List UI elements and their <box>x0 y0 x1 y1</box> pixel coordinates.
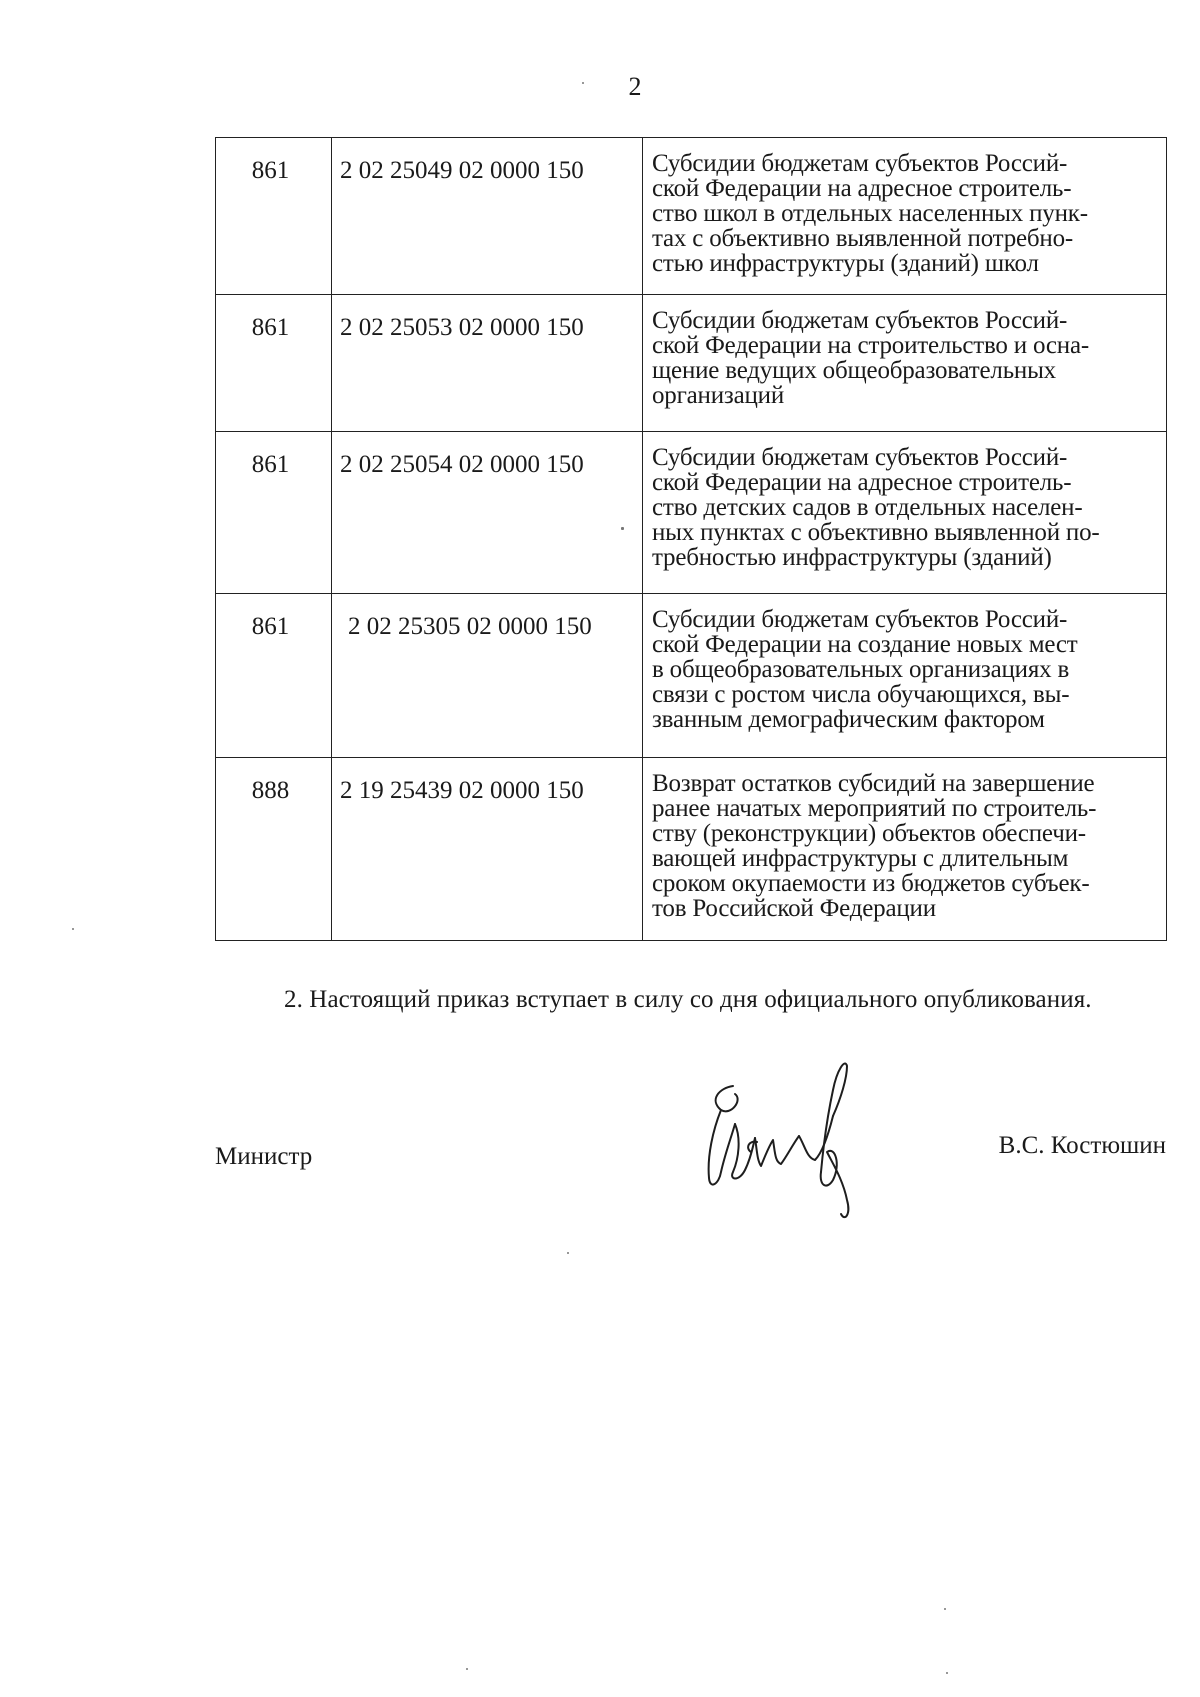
admin-code-cell: 861 <box>216 594 332 758</box>
budget-code-cell: 2 19 25439 02 0000 150 <box>332 758 643 941</box>
table-row <box>216 138 1167 295</box>
scan-speck <box>944 1608 946 1610</box>
name-line: Возврат остатков субсидий на завершение <box>652 770 1095 797</box>
name-line: щение ведущих общеобразовательных <box>652 357 1056 384</box>
admin-code-cell: 861 <box>216 432 332 594</box>
name-line: Субсидии бюджетам субъектов Россий- <box>652 150 1068 177</box>
table-row <box>216 295 1167 432</box>
name-line: тов Российской Федерации <box>652 895 936 922</box>
name-line: сроком окупаемости из бюджетов субъек- <box>652 870 1090 897</box>
revenue-name-cell <box>643 295 1167 432</box>
name-line: ранее начатых мероприятий по строитель- <box>652 795 1097 822</box>
budget-code-cell: 2 02 25053 02 0000 150 <box>332 295 643 432</box>
scan-speck <box>567 1252 569 1254</box>
table-row <box>216 432 1167 594</box>
name-line: вающей инфраструктуры с длительным <box>652 845 1069 872</box>
name-line: Субсидии бюджетам субъектов Россий- <box>652 444 1068 471</box>
scan-speck <box>582 82 584 84</box>
signatory-name: В.С. Костюшин <box>998 1132 1166 1159</box>
name-line: ству (реконструкции) объектов обеспечи- <box>652 820 1086 847</box>
name-line: организаций <box>652 382 785 409</box>
admin-code-cell: 888 <box>216 758 332 941</box>
budget-codes-table <box>215 137 1167 941</box>
page-number: 2 <box>628 72 642 101</box>
name-line: ской Федерации на строительство и осна- <box>652 332 1089 359</box>
budget-code-cell: 2 02 25305 02 0000 150 <box>332 594 643 758</box>
table-row <box>216 594 1167 758</box>
name-line: ство школ в отдельных населенных пунк- <box>652 200 1088 227</box>
budget-code-cell: 2 02 25054 02 0000 150 <box>332 432 643 594</box>
name-line: ской Федерации на создание новых мест <box>652 631 1078 658</box>
name-line: ской Федерации на адресное строитель- <box>652 469 1072 496</box>
scan-speck <box>72 928 74 930</box>
signatory-position: Министр <box>215 1143 313 1170</box>
name-line: ской Федерации на адресное строитель- <box>652 175 1072 202</box>
table-row <box>216 758 1167 941</box>
name-line: ство детских садов в отдельных населен- <box>652 494 1083 521</box>
revenue-name-cell <box>643 432 1167 594</box>
revenue-name-cell <box>643 594 1167 758</box>
revenue-name-cell <box>643 138 1167 295</box>
name-line: в общеобразовательных организациях в <box>652 656 1070 683</box>
name-line: званным демографическим фактором <box>652 706 1045 733</box>
effective-date-paragraph: 2. Настоящий приказ вступает в силу со дня официального опубликования. <box>284 986 1092 1013</box>
name-line: тах с объективно выявленной потребно- <box>652 225 1074 252</box>
budget-code-cell: 2 02 25049 02 0000 150 <box>332 138 643 295</box>
name-line: стью инфраструктуры (зданий) школ <box>652 250 1039 277</box>
admin-code-cell: 861 <box>216 138 332 295</box>
name-line: связи с ростом числа обучающихся, вы- <box>652 681 1070 708</box>
scan-speck <box>946 1672 948 1674</box>
name-line: Субсидии бюджетам субъектов Россий- <box>652 307 1068 334</box>
name-line: требностью инфраструктуры (зданий) <box>652 544 1052 571</box>
revenue-name-cell <box>643 758 1167 941</box>
handwritten-signature <box>695 1060 880 1225</box>
name-line: ных пунктах с объективно выявленной по- <box>652 519 1100 546</box>
admin-code-cell: 861 <box>216 295 332 432</box>
name-line: Субсидии бюджетам субъектов Россий- <box>652 606 1068 633</box>
scan-speck <box>466 1668 468 1670</box>
